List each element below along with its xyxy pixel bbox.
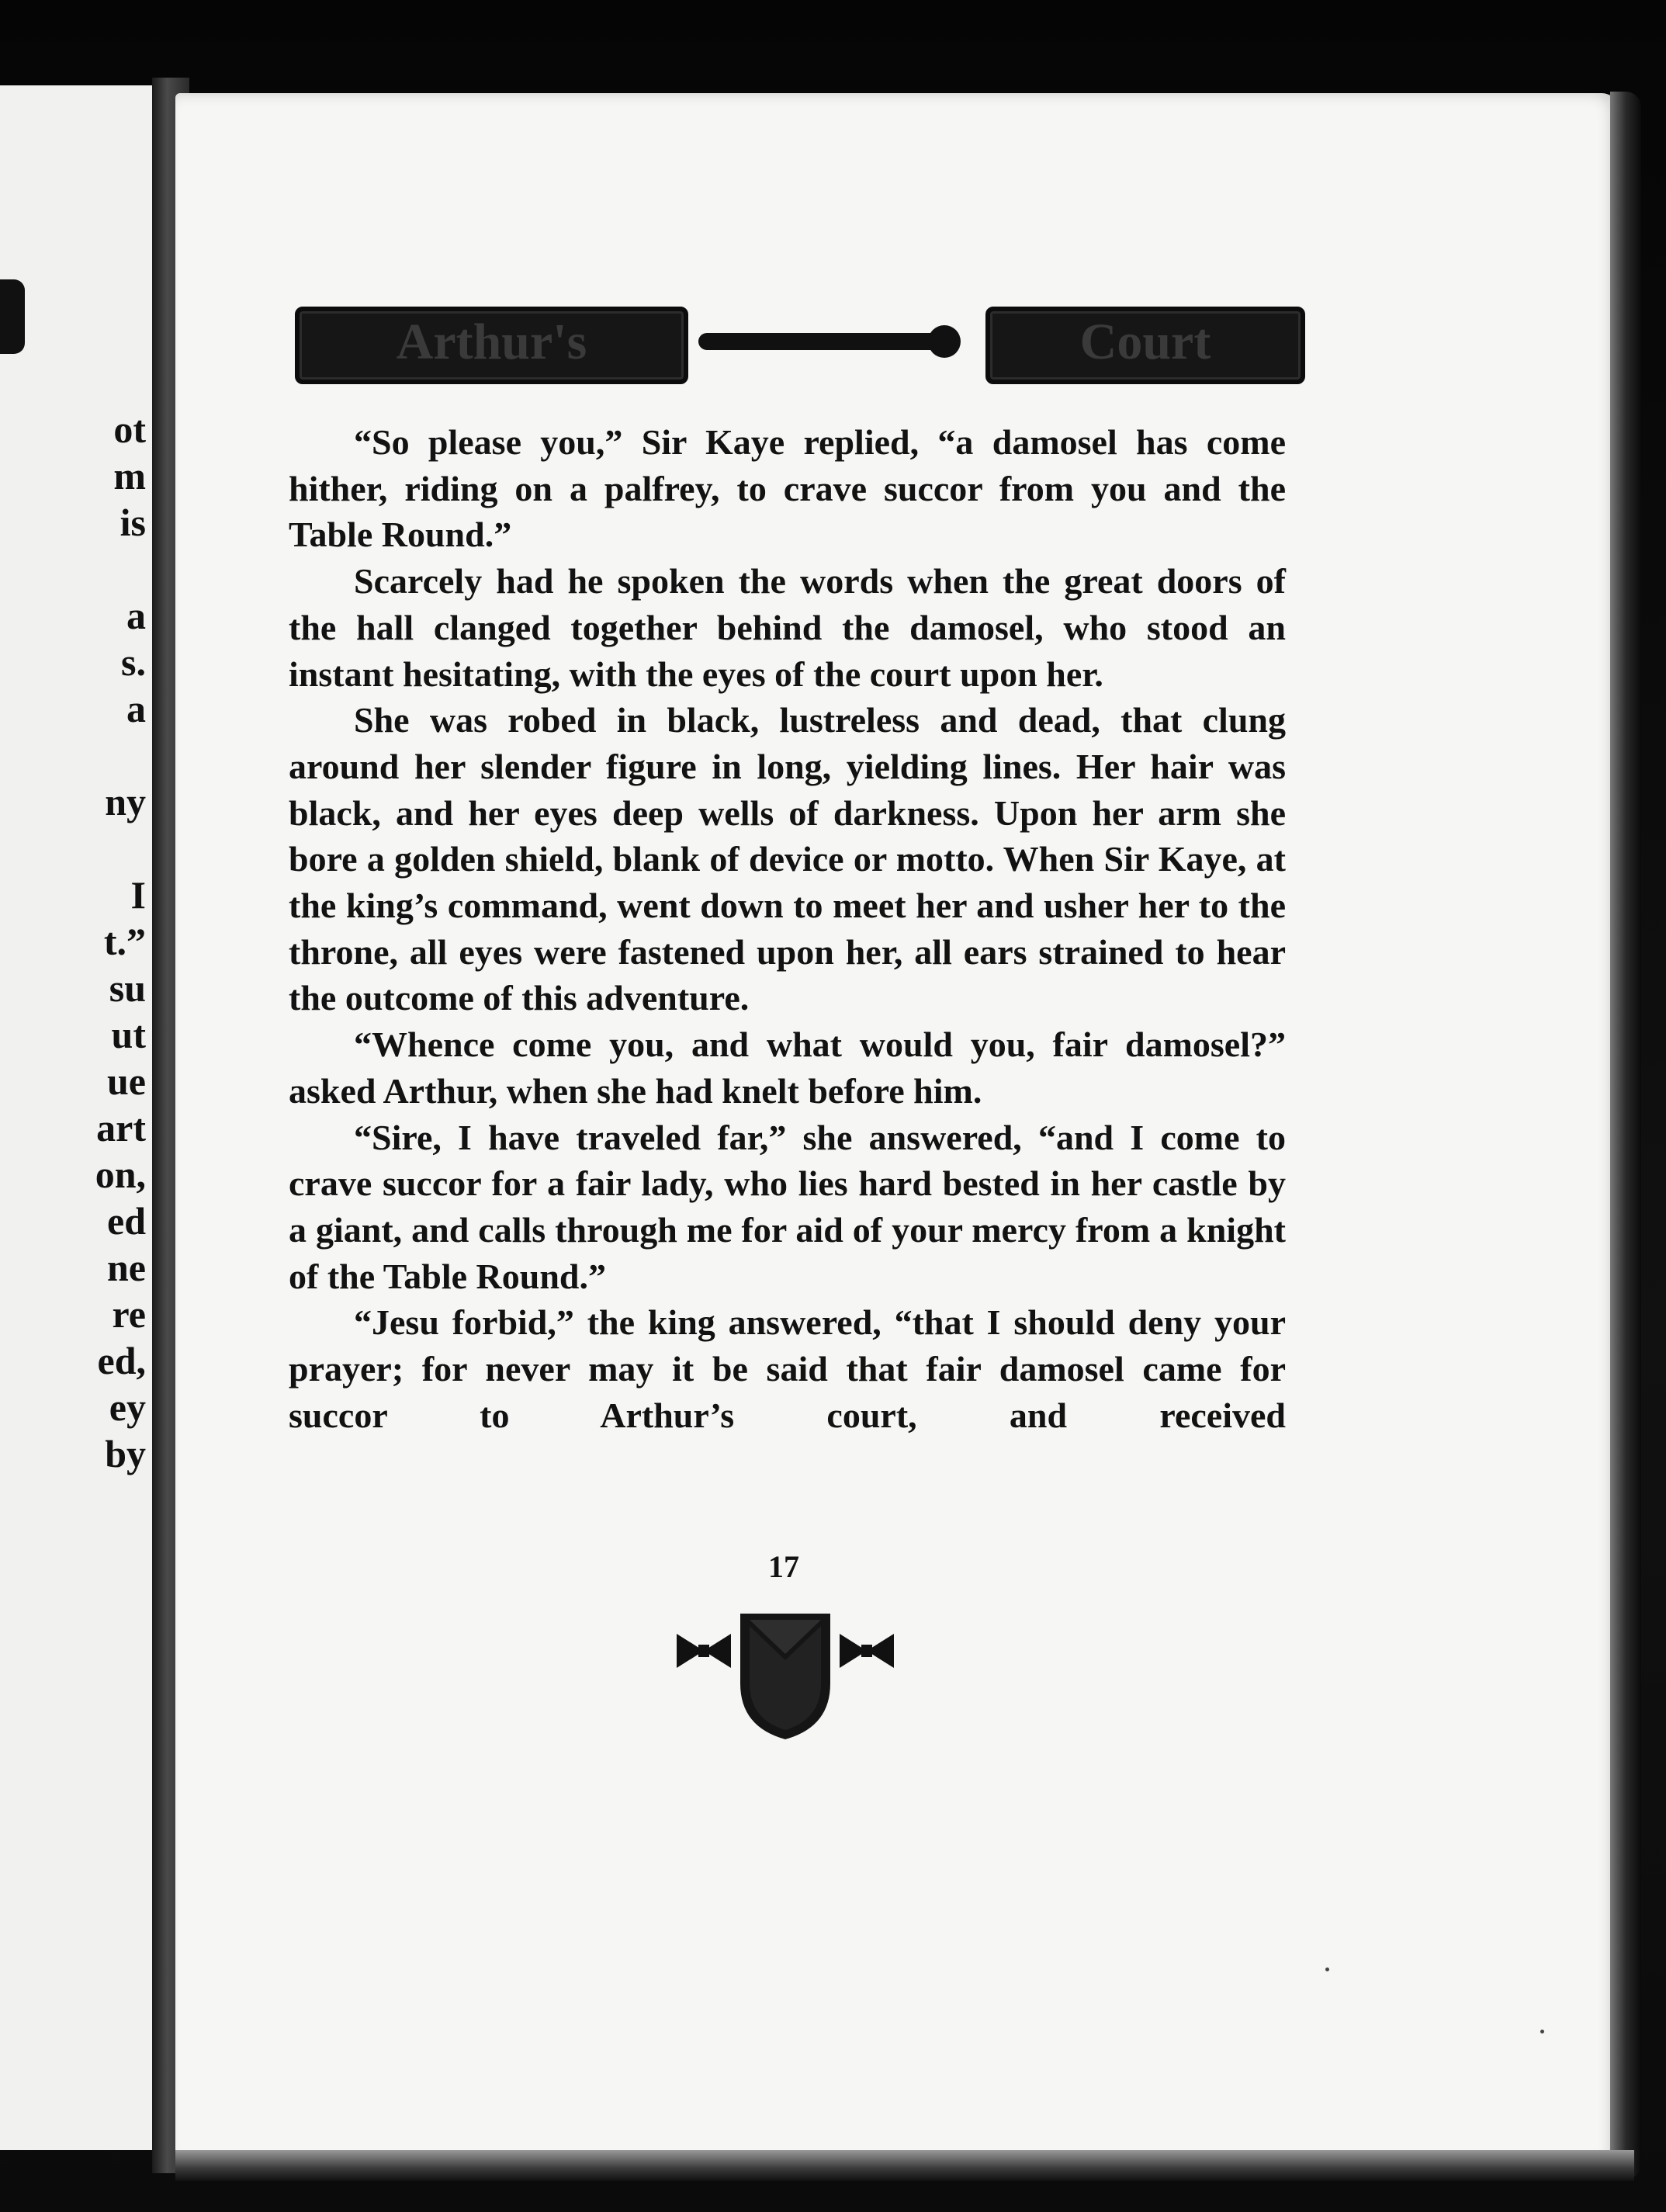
previous-page-fragment: on,	[95, 1153, 146, 1196]
previous-page-fragment: ed	[107, 1199, 146, 1243]
header-title-arthurs: Arthur's	[295, 307, 688, 384]
paragraph: “Sire, I have traveled far,” she answered, “and I come to crave succor for a fair lady, who lies hard bested in her castle by a giant, and calls through me for aid of your mercy from a knight of the Table Round.”	[289, 1117, 1286, 1296]
previous-page-fragment: ed,	[97, 1339, 146, 1382]
previous-page-fragment: is	[119, 501, 146, 544]
paragraph: “Whence come you, and what would you, fair damosel?” asked Arthur, when she had knelt before him.	[289, 1025, 1286, 1111]
previous-page-fragment: ot	[113, 407, 146, 451]
previous-page-fragment: ut	[111, 1013, 146, 1056]
previous-page-fragment: ue	[107, 1059, 146, 1103]
page-number: 17	[768, 1549, 799, 1584]
header-title-court: Court	[985, 307, 1305, 384]
paragraph: Scarcely had he spoken the words when the great doors of the hall clanged together behind the damosel, who stood an instant hesitating, with the eyes of the court upon her.	[289, 561, 1286, 694]
header-rule	[698, 333, 939, 350]
previous-page-fragment: a	[126, 594, 146, 637]
previous-page-fragment: re	[112, 1292, 146, 1336]
previous-page-fragment: by	[105, 1432, 146, 1475]
previous-page-ornament	[0, 279, 25, 354]
page-bottom-edge	[175, 2150, 1634, 2181]
previous-page-fragment: ey	[109, 1385, 146, 1429]
previous-page-fragment: s.	[121, 640, 146, 684]
paragraph: “So please you,” Sir Kaye replied, “a damosel has come hither, riding on a palfrey, to crave succor from you and the Table Round.”	[289, 422, 1286, 555]
previous-page-fragment: a	[126, 687, 146, 730]
running-header	[295, 307, 1296, 376]
scan-speck	[1325, 1968, 1329, 1971]
previous-page-fragment: m	[113, 454, 146, 498]
previous-page-fragment: art	[96, 1106, 146, 1149]
page-right-edge	[1610, 92, 1641, 2179]
body-text	[289, 419, 1286, 1438]
previous-page-fragment: su	[109, 966, 146, 1010]
shield-ornament-icon	[669, 1603, 902, 1742]
previous-page-fragment: ne	[107, 1246, 146, 1289]
paragraph: She was robed in black, lustreless and dead, that clung around her slender figure in long, yielding lines. Her hair was black, and her eyes deep wells of darkness. Upon her arm she bore a golden shield, blank of device or motto. When Sir Kaye, at the king’s command, went down to meet her and usher her to the throne, all eyes were fastened upon her, all ears strained to hear the outcome of this adventure.	[289, 700, 1286, 1018]
scan-speck	[1540, 2030, 1544, 2033]
previous-page-fragment: I	[130, 873, 146, 917]
header-rule-dot	[928, 325, 961, 358]
previous-page-fragment: ny	[105, 780, 146, 823]
previous-page-edge	[0, 85, 154, 2150]
previous-page-fragment: t.”	[103, 920, 146, 963]
paragraph: “Jesu forbid,” the king answered, “that I should deny your prayer; for never may it be said that fair damosel came for succor to Arthur’s court, and received	[289, 1302, 1286, 1435]
